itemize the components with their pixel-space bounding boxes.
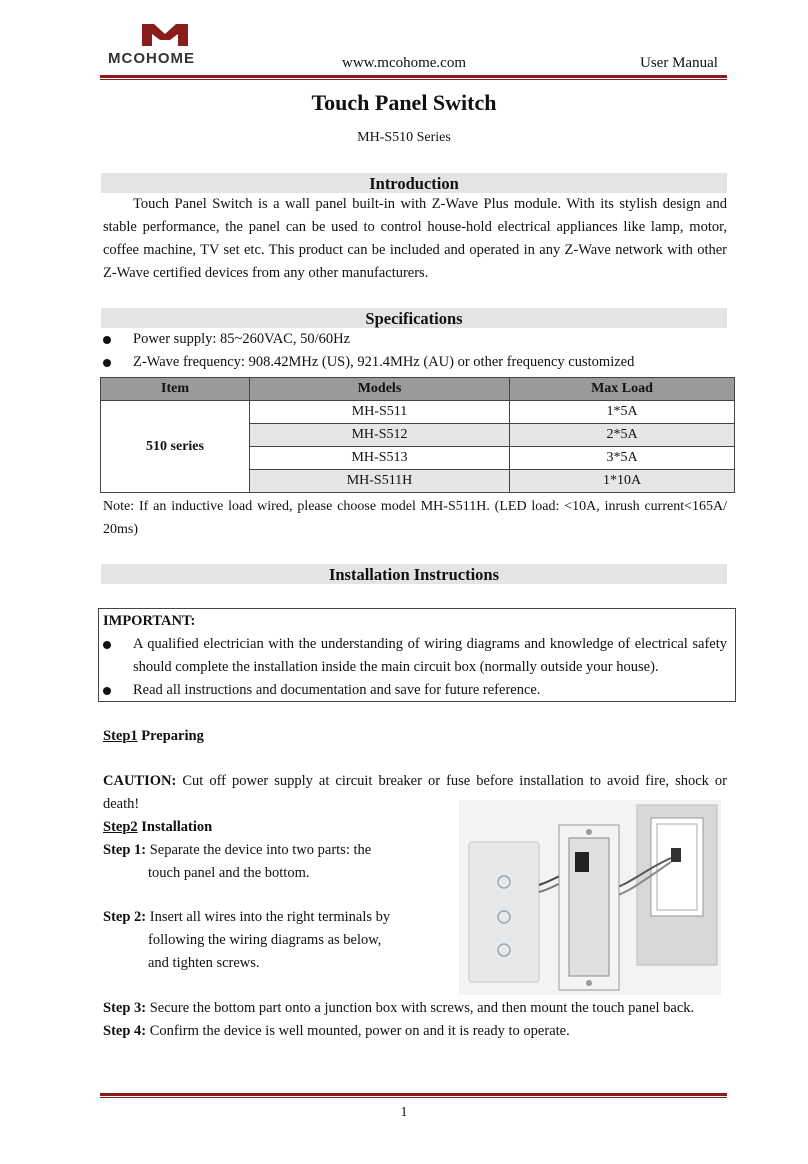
page-subtitle: MH-S510 Series	[357, 130, 451, 145]
header-rule-thin	[100, 79, 727, 80]
specifications-table	[100, 377, 735, 493]
table-cell-load: 1*10A	[510, 470, 735, 493]
step-text: Confirm the device is well mounted, power on and it is ready to operate.	[149, 1023, 570, 1039]
install-step	[103, 997, 727, 1020]
step-text-cont: following the wiring diagrams as below,	[148, 932, 382, 948]
table-header-row	[101, 378, 735, 401]
step1-title: Preparing	[141, 728, 204, 744]
table-cell-model: MH-S511	[250, 401, 510, 424]
table-cell-model: MH-S512	[250, 424, 510, 447]
bullet-dot-icon	[103, 687, 111, 695]
introduction-heading: Introduction	[101, 173, 727, 193]
specifications-heading: Specifications	[101, 308, 727, 328]
step-text-cont: and tighten screws.	[148, 955, 260, 971]
table-row	[101, 401, 735, 424]
introduction-body: Touch Panel Switch is a wall panel built-in with Z-Wave Plus module. With its stylish design and stable performance, the panel can be used to control house-hold electrical appliances like lamp, motor, coffee machine, TV set etc. This product can be included and operated in any Z-Wave network with other Z-Wave certified devices from any other manufacturers.	[103, 196, 727, 281]
step-label: Step 2:	[103, 909, 147, 925]
bullet-dot-icon	[103, 336, 111, 344]
install-step	[103, 1020, 727, 1043]
logo-text: MCOHOME	[108, 50, 195, 67]
table-header: Max Load	[510, 378, 735, 401]
step-text: Insert all wires into the right terminals by	[149, 909, 391, 925]
table-cell-load: 3*5A	[510, 447, 735, 470]
install-step	[103, 906, 433, 929]
step-text: Secure the bottom part onto a junction box with screws, and then mount the touch panel back.	[149, 1000, 695, 1016]
bullet-dot-icon	[103, 359, 111, 367]
table-header: Item	[101, 378, 250, 401]
step-label: Step 1:	[103, 842, 147, 858]
spec-note: Note: If an inductive load wired, please choose model MH-S511H. (LED load: <10A, inrush current<165A/ 20ms)	[103, 499, 727, 537]
important-label: IMPORTANT:	[103, 613, 196, 629]
footer-rule	[100, 1093, 727, 1096]
footer-rule-thin	[100, 1097, 727, 1098]
installation-heading: Installation Instructions	[101, 564, 727, 584]
bullet-dot-icon	[103, 641, 111, 649]
caution-text: Cut off power supply at circuit breaker or fuse before installation to avoid fire, shock or death!	[103, 773, 727, 812]
step-text-cont: touch panel and the bottom.	[148, 865, 310, 881]
table-header: Models	[250, 378, 510, 401]
table-cell-load: 2*5A	[510, 424, 735, 447]
install-step	[103, 839, 423, 862]
page-title: Touch Panel Switch	[311, 90, 497, 115]
spec-bullet-text: Power supply: 85~260VAC, 50/60Hz	[133, 331, 351, 347]
step-label: Step 4:	[103, 1023, 147, 1039]
table-cell-model: MH-S511H	[250, 470, 510, 493]
step-text: Separate the device into two parts: the	[149, 842, 372, 858]
mcohome-logo-icon	[140, 20, 190, 48]
installation-illustration	[459, 800, 721, 995]
step-label: Step 3:	[103, 1000, 147, 1016]
header-rule	[100, 75, 727, 78]
important-bullet-text: Read all instructions and documentation and save for future reference.	[133, 682, 541, 698]
table-cell-model: MH-S513	[250, 447, 510, 470]
step2-label: Step2	[103, 819, 138, 835]
important-bullet-text: A qualified electrician with the understanding of wiring diagrams and knowledge of electrical safety should complete the installation inside the main circuit box (normally outside your house).	[133, 636, 727, 675]
step1-heading	[103, 725, 727, 748]
header-url: www.mcohome.com	[342, 55, 466, 71]
caution-label: CAUTION:	[103, 773, 177, 789]
table-cell-load: 1*5A	[510, 401, 735, 424]
header-manual-label: User Manual	[640, 55, 718, 71]
step1-label: Step1	[103, 728, 138, 744]
step2-title: Installation	[141, 819, 213, 835]
table-group-cell: 510 series	[101, 401, 250, 493]
spec-bullet-text: Z-Wave frequency: 908.42MHz (US), 921.4MHz (AU) or other frequency customized	[133, 354, 635, 370]
page-number: 1	[400, 1105, 408, 1120]
